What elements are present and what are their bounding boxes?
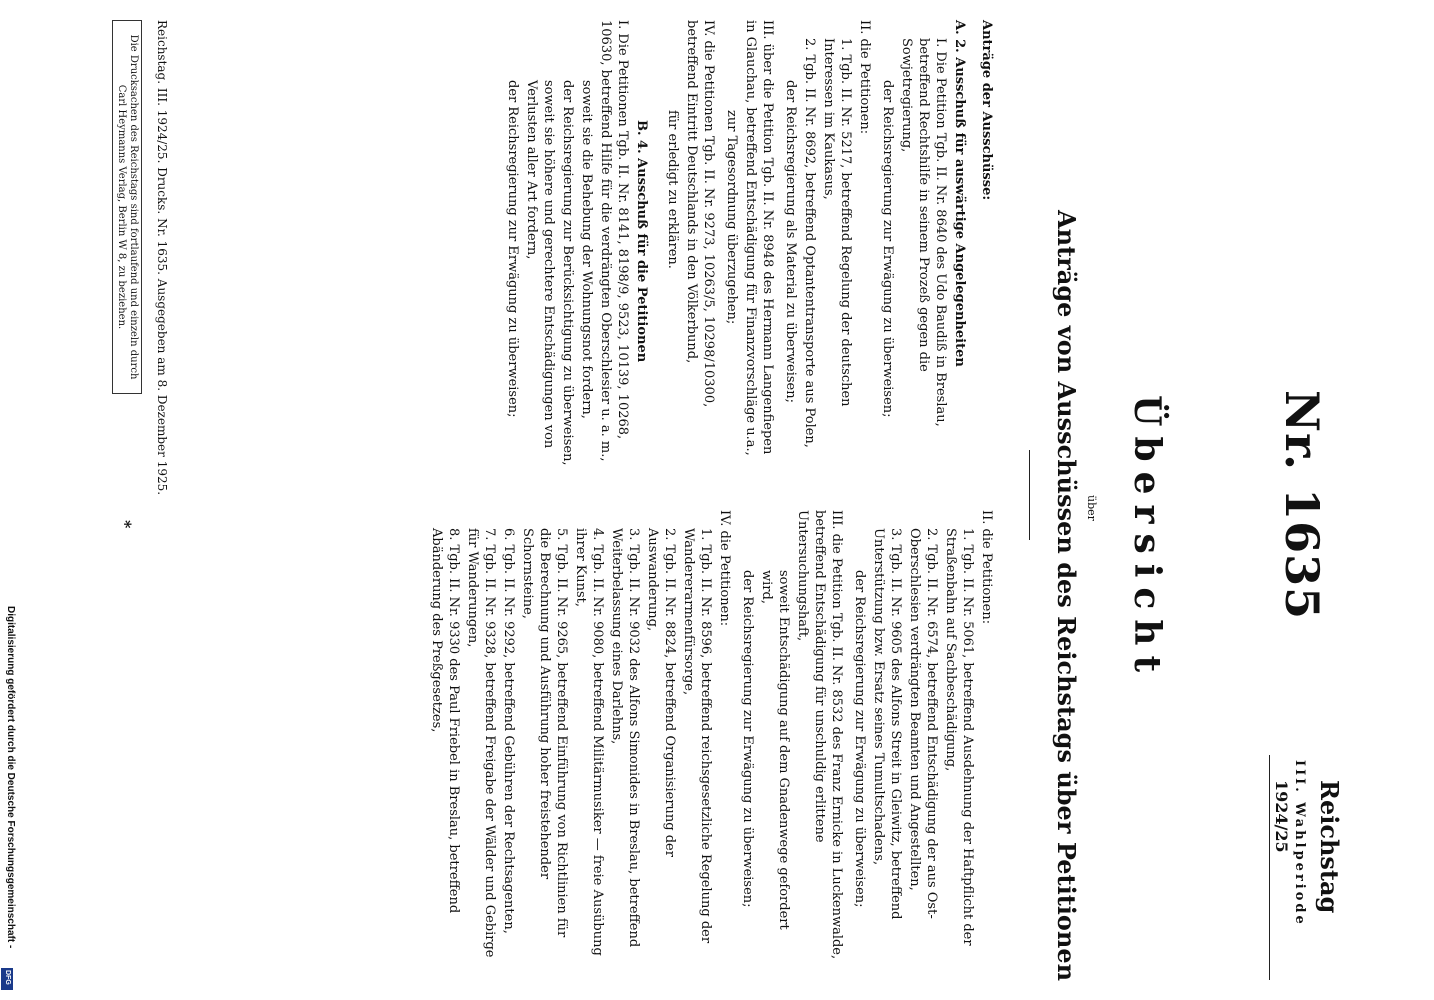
ii-text: II. die Petitionen: — [979, 510, 994, 625]
iv-1: 1. Tgb. II. Nr. 8596, betreffend reichsgesetzliche Regelung der Wandererarmenfürsorge, — [681, 528, 713, 944]
dfg-logo-icon — [1, 968, 13, 990]
iv-6: 6. Tgb. II. Nr. 9292, betreffend Gebühren der Rechtsagenten, — [501, 528, 516, 934]
section-a-heading: A. 2. Ausschuß für auswärtige Angelegenheiten — [952, 20, 967, 367]
a-iv-text: IV. die Petitionen Tgb. II. Nr. 9273, 10263/5, 10298/10300, betreffend Eintritt Deutschlands in den Völkerbund, — [684, 20, 716, 408]
a-iii-text: III. über die Petition Tgb. II. Nr. 8948 des Hermann Langenfiepen in Glauchau, betreffend Entschädigung für Finanzvorschläge u.a., — [743, 20, 775, 456]
a-iv-action: für erledigt zu erklären. — [665, 110, 680, 269]
ii-1: 1. Tgb. II. Nr. 5061, betreffend Ausdehnung der Haftpflicht der Straßenbahn auf Sachbeschädigung, — [943, 528, 975, 946]
iv-8: 8. Tgb. II. Nr. 9330 des Paul Friebel in Breslau, betreffend Abänderung des Preßgesetzes, — [429, 528, 461, 914]
ii-2: 2. Tgb. II. Nr. 6574, betreffend Entschädigung der aus Ost-Oberschlesien verdrängten Beamten und Angestellten, — [907, 528, 939, 919]
footer-asterisk: * — [116, 520, 135, 529]
title-rule — [1029, 450, 1030, 540]
iii-action: der Reichsregierung zur Erwägung zu überweisen; — [740, 570, 755, 908]
right-column — [426, 510, 995, 960]
page-subtitle: Anträge von Ausschüssen des Reichstags über Petitionen — [1052, 210, 1081, 982]
ii-action: der Reichsregierung zur Erwägung zu überweisen; — [852, 570, 867, 908]
iii-condition: soweit Entschädigung auf dem Gnadenwege gefordert wird, — [759, 570, 791, 930]
iii-text: III. die Petition Tgb. II. Nr. 8532 des Franz Ernicke in Luckenwalde, betreffend Entschädigung für unschuldig erlittene Untersuchungshaft, — [795, 510, 844, 960]
ii-3: 3. Tgb. II. Nr. 9605 des Alfons Streit in Gleiwitz, betreffend Unterstützung bzw. Ersatz seines Tumultschadens, — [871, 528, 903, 920]
b-i-action-1: der Reichsregierung zur Berücksichtigung zu überweisen, — [560, 80, 575, 466]
footer-notice: Die Drucksachen des Reichstags sind fortlaufend und einzeln durch Carl Heymanns Verlag, Berlin W 8, zu beziehen. — [112, 20, 142, 394]
funding-note — [2, 606, 16, 996]
title-over: über — [1085, 495, 1098, 521]
motions-heading: Anträge der Ausschüsse: — [979, 20, 994, 201]
session-label: 1924/25 — [1272, 780, 1291, 853]
iv-4: 4. Tgb. II. Nr. 9080, betreffend Militärmusiker — freie Ausübung ihrer Kunst, — [573, 528, 605, 956]
dfg-logo-text: DFG — [4, 970, 11, 985]
b-i-text: I. Die Petitionen Tgb. II. Nr. 8141, 8198/9, 9523, 10139, 10268, 10630, betreffend Hilfe für die verdrängten Oberschlesier u. a. m., — [598, 20, 630, 462]
iv-5: 5. Tgb. II. Nr. 9265, betreffend Einführung von Richtlinien für die Berechnung und Ausführung hoher freistehender Schornsteine, — [520, 528, 569, 938]
left-column — [502, 20, 995, 470]
a-i-action: der Reichsregierung zur Erwägung zu überweisen; — [880, 80, 895, 418]
footer-imprint: Reichstag. III. 1924/25. Drucks. Nr. 1635. Ausgegeben am 8. Dezember 1925. — [155, 20, 169, 496]
a-i-text: I. Die Petition Tgb. II. Nr. 8640 des Udo Baudiß in Breslau, betreffend Rechtshilfe in seinem Prozeß gegen die Sowjetregierung, — [899, 38, 948, 427]
iv-2: 2. Tgb. II. Nr. 8824, betreffend Organisierung der Auswanderung, — [645, 528, 677, 857]
funding-text: Digitalisierung gefördert durch die Deutsche Forschungsgemeinschaft - — [5, 606, 16, 949]
page-title: Übersicht — [1126, 395, 1168, 683]
a-ii-text: II. die Petitionen: — [857, 20, 872, 135]
b-i-condition-2: soweit sie höhere und gerechtere Entschädigungen von Verlusten aller Art fordern, — [524, 80, 556, 449]
header-rule — [1269, 755, 1270, 980]
a-ii-2: 2. Tgb. II. Nr. 8692, betreffend Optantentransporte aus Polen, — [802, 38, 817, 448]
period-label: III. Wahlperiode — [1292, 760, 1307, 927]
iv-7: 7. Tgb. II. Nr. 9328, betreffend Freigabe der Wälder und Gebirge für Wanderungen, — [465, 528, 497, 958]
rotated-document — [90, 20, 1344, 982]
b-i-condition: soweit sie die Behebung der Wohnungsnot fordern, — [579, 80, 594, 419]
a-ii-1: 1. Tgb. II. Nr. 5217, betreffend Regelung der deutschen Interessen im Kaukasus, — [821, 38, 853, 407]
reichstag-label: Reichstag — [1315, 780, 1344, 914]
iv-3: 3. Tgb. II. Nr. 9032 des Alfons Simonides in Breslau, betreffend Weiterbelassung eines Darlehns, — [609, 528, 641, 948]
a-iii-action: zur Tagesordnung überzugehen; — [724, 110, 739, 325]
document-number: Nr. 1635 — [1275, 390, 1329, 621]
b-i-action-2: der Reichsregierung zur Erwägung zu überweisen; — [505, 80, 520, 418]
iv-text: IV. die Petitionen: — [717, 510, 732, 627]
section-b-heading: B. 4. Ausschuß für die Petitionen — [634, 120, 649, 363]
a-ii-action: der Reichsregierung als Material zu überweisen; — [783, 80, 798, 403]
